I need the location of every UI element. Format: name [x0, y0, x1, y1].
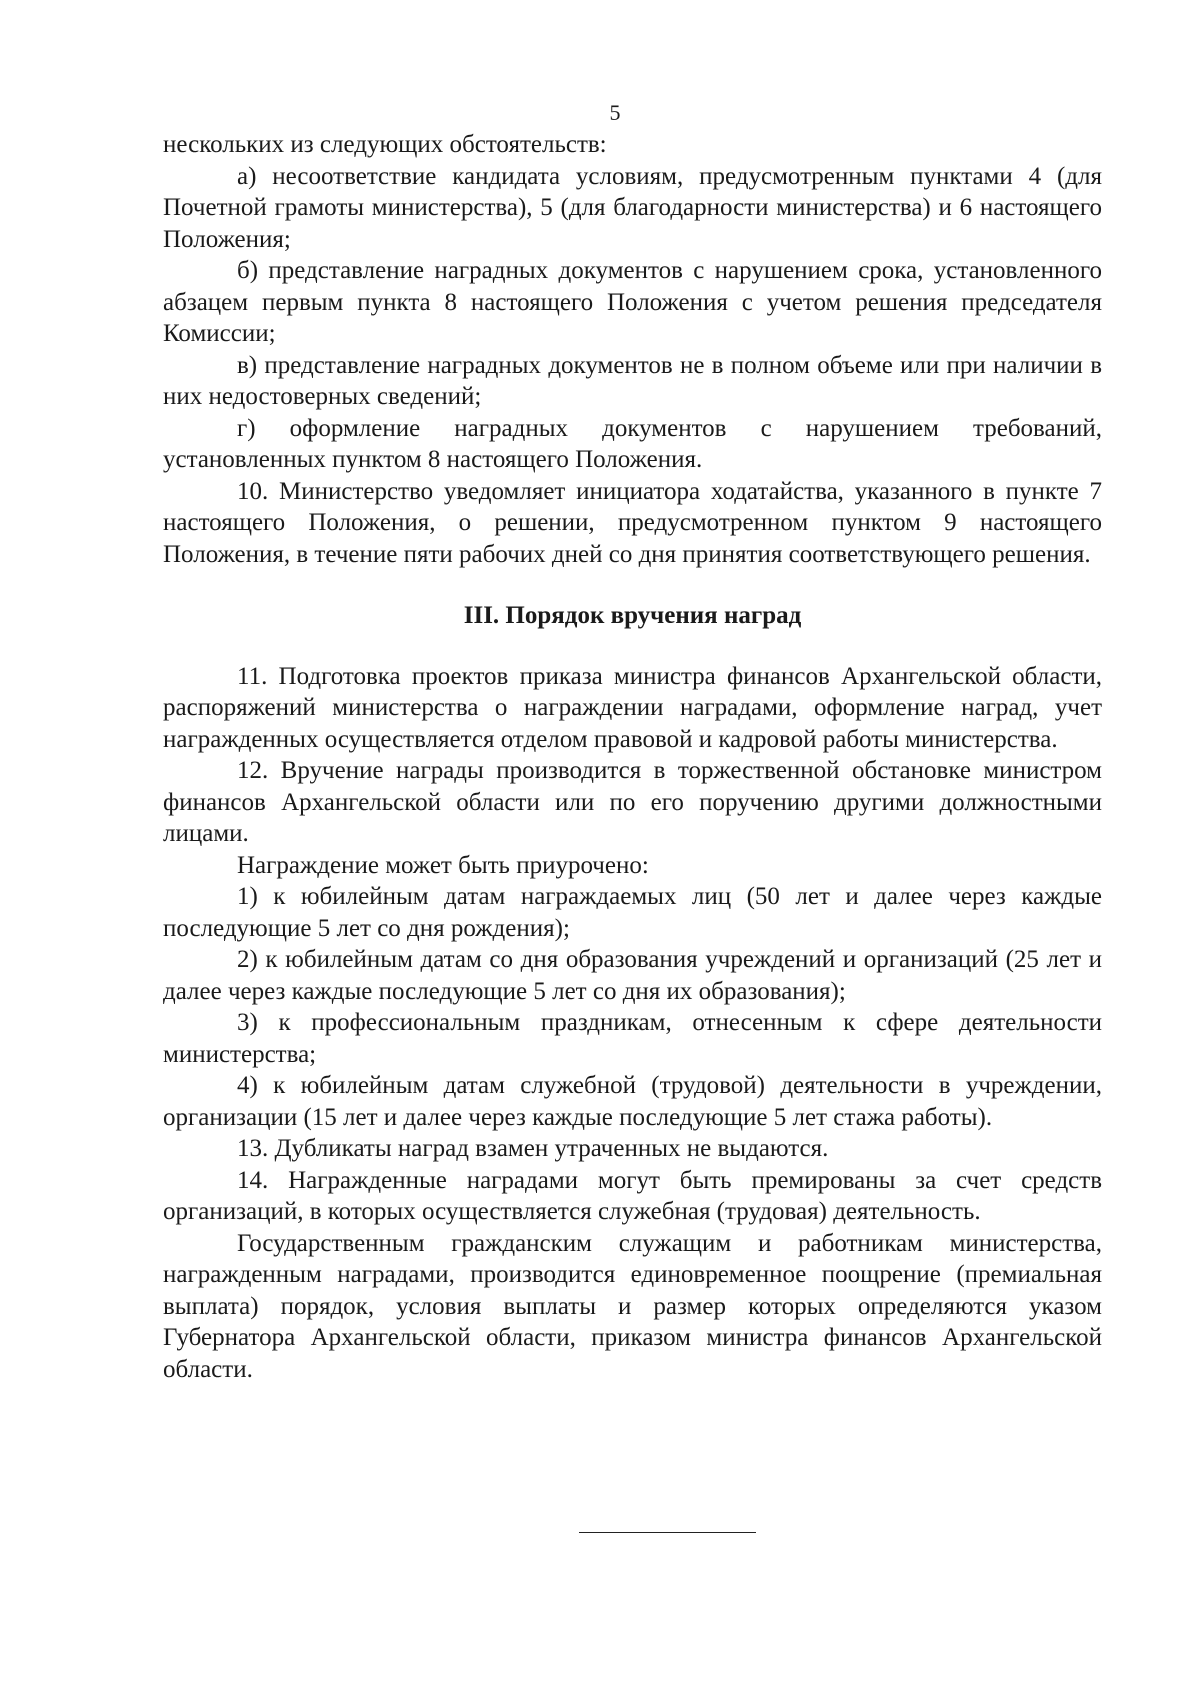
document-body: [163, 129, 1102, 1385]
list-item-b: б) представление наградных документов с нарушением срока, установленного абзацем первым пункта 8 настоящего Положения с учетом решения председателя Комиссии;: [163, 257, 1102, 347]
list-item-3: 3) к профессиональным праздникам, отнесенным к сфере деятельности министерства;: [163, 1009, 1102, 1068]
paragraph-continuation: нескольких из следующих обстоятельств:: [163, 131, 607, 158]
paragraph-13: 13. Дубликаты наград взамен утраченных не выдаются.: [237, 1135, 829, 1162]
paragraph-10: 10. Министерство уведомляет инициатора ходатайства, указанного в пункте 7 настоящего Положения, о решении, предусмотренном пунктом 9 настоящего Положения, в течение пяти рабочих дней со дня принятия соответствующего решения.: [163, 477, 1102, 568]
list-item-1: 1) к юбилейным датам награждаемых лиц (50 лет и далее через каждые последующие 5 лет со дня рождения);: [163, 883, 1102, 942]
list-item-4: 4) к юбилейным датам служебной (трудовой) деятельности в учреждении, организации (15 лет и далее через каждые последующие 5 лет стажа работы).: [163, 1072, 1102, 1131]
end-divider: [579, 1532, 756, 1533]
page-number: 5: [609, 100, 621, 125]
list-item-g: г) оформление наградных документов с нарушением требований, установленных пунктом 8 настоящего Положения.: [163, 414, 1102, 473]
section-heading: III. Порядок вручения наград: [463, 602, 802, 629]
list-item-a: а) несоответствие кандидата условиям, предусмотренным пунктами 4 (для Почетной грамоты министерства), 5 (для благодарности министерства) и 6 настоящего Положения;: [163, 162, 1102, 253]
paragraph-11: 11. Подготовка проектов приказа министра финансов Архангельской области, распоряжений министерства о награждении наградами, оформление наград, учет награжденных осуществляется отделом правовой и кадровой работы министерства.: [163, 662, 1102, 753]
paragraph-premium: Государственным гражданским служащим и работникам министерства, награжденным наградами, производится единовременное поощрение (премиальная выплата) порядок, условия выплаты и размер которых определяются указом Губернатора Архангельской области, приказом министра финансов Архангельской области.: [163, 1229, 1102, 1383]
list-item-2: 2) к юбилейным датам со дня образования учреждений и организаций (25 лет и далее через каждые последующие 5 лет со дня их образования);: [163, 946, 1102, 1005]
paragraph-award-timing: Награждение может быть приурочено:: [237, 851, 649, 879]
paragraph-14: 14. Награжденные наградами могут быть премированы за счет средств организаций, в которых осуществляется служебная (трудовая) деятельность.: [163, 1166, 1102, 1225]
list-item-v: в) представление наградных документов не в полном объеме или при наличии в них недостоверных сведений;: [163, 351, 1102, 410]
paragraph-12: 12. Вручение награды производится в торжественной обстановке министром финансов Архангельской области или по его поручению другими должностными лицами.: [163, 757, 1102, 847]
